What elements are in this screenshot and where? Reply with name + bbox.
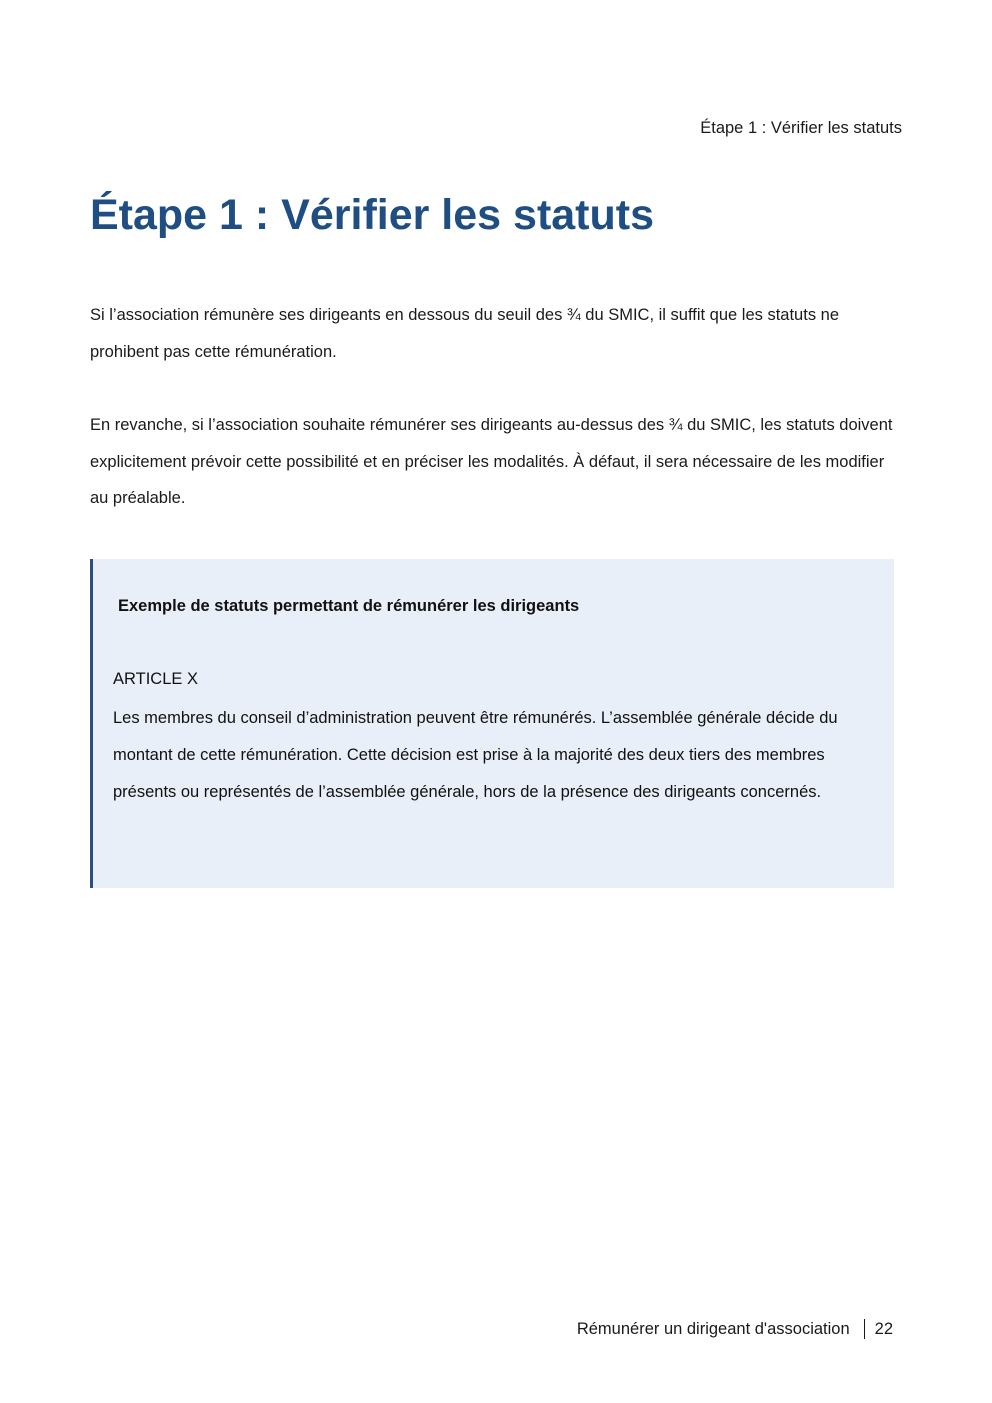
footer-document-title: Rémunérer un dirigeant d'association — [576, 1319, 850, 1338]
article-body: Les membres du conseil d’administration peuvent être rémunérés. L’assemblée générale décide du montant de cette rémunération. Cette décision est prise à la majorité des deux tiers des membres présents ou représentés de l’assemblée générale, hors de la présence des dirigeants concernés. — [113, 709, 838, 801]
page-number: 22 — [874, 1319, 893, 1338]
example-callout-box — [90, 559, 894, 888]
running-header: Étape 1 : Vérifier les statuts — [700, 119, 902, 137]
page-title: Étape 1 : Vérifier les statuts — [90, 191, 654, 239]
page-footer — [577, 1319, 893, 1339]
footer-separator — [864, 1319, 865, 1339]
article-heading: ARTICLE X — [113, 670, 198, 688]
body-paragraph-2: En revanche, si l’association souhaite rémunérer ses dirigeants au-dessus des ¾ du SMIC, les statuts doivent explicitement prévoir cette possibilité et en préciser les modalités. À défaut, il sera nécessaire de les modifier au préalable. — [90, 416, 893, 507]
body-paragraph-1: Si l’association rémunère ses dirigeants en dessous du seuil des ¾ du SMIC, il suffit que les statuts ne prohibent pas cette rémunération. — [90, 306, 840, 361]
example-title: Exemple de statuts permettant de rémunérer les dirigeants — [118, 597, 580, 615]
